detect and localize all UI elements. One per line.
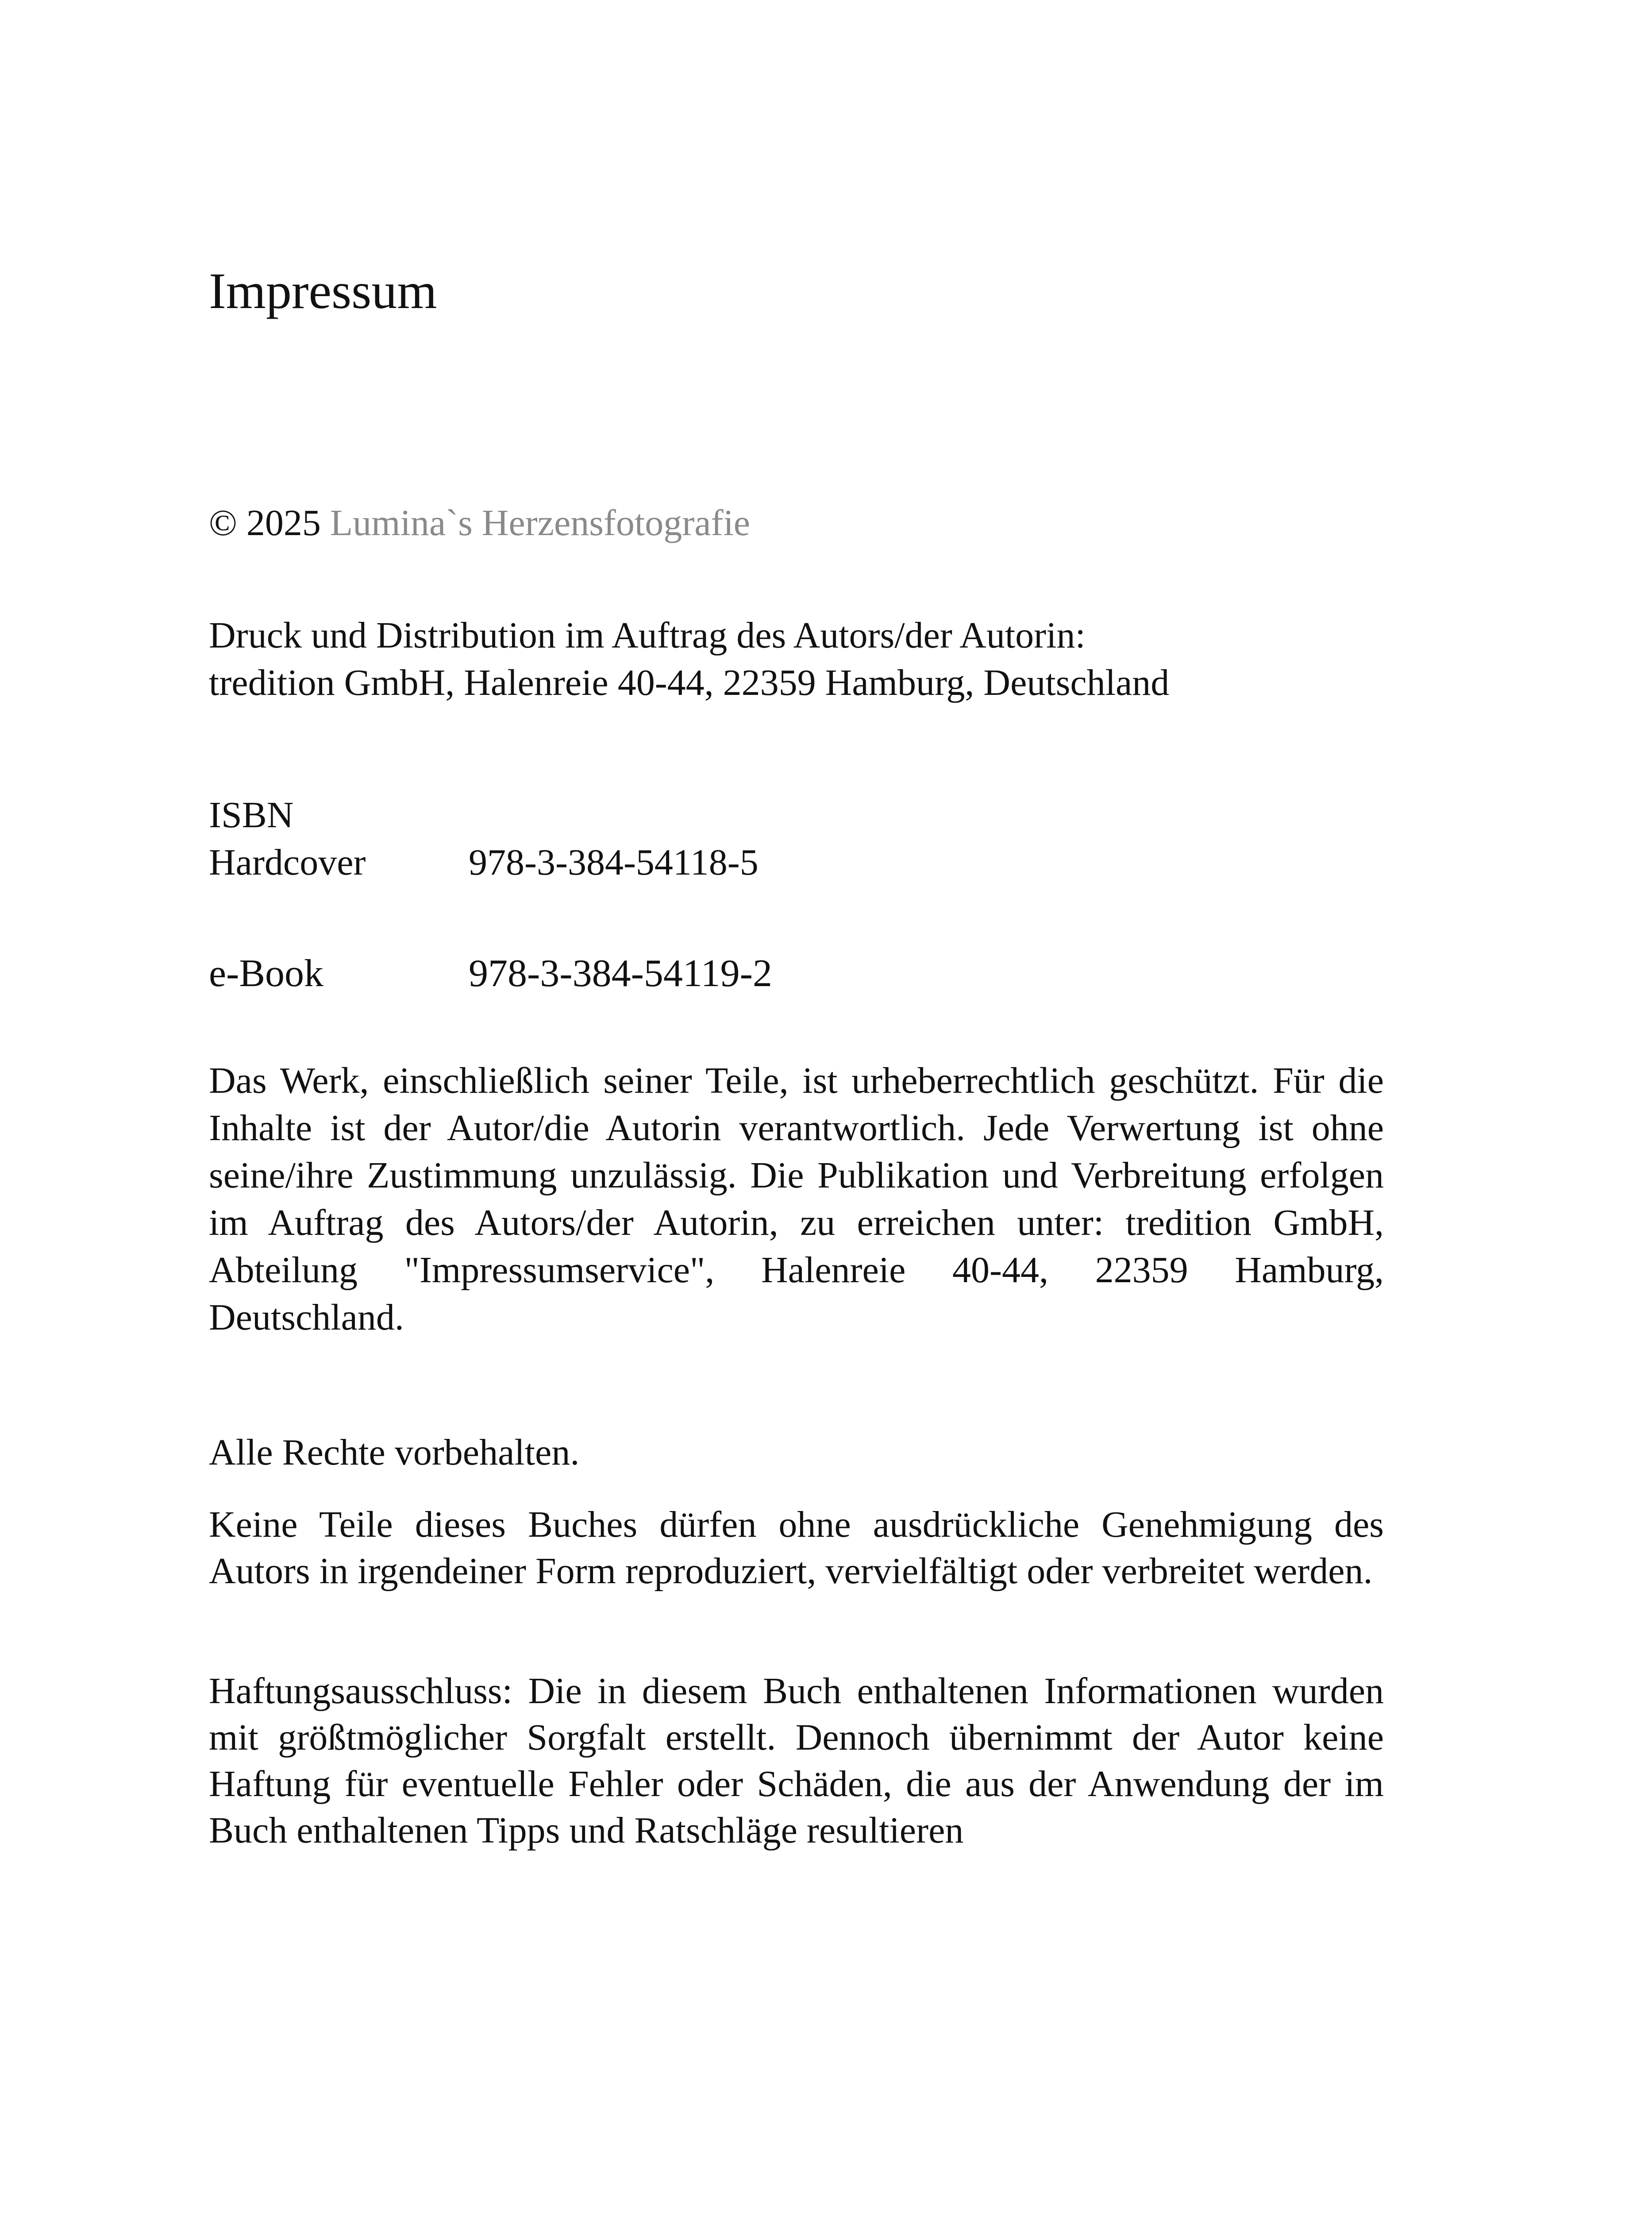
copyright-legal-notice: Das Werk, einschließlich seiner Teile, ist urheberrechtlich geschützt. Für die Inhalte ist der Autor/die Autorin verantwortlich. Jede Verwertung ist ohne seine/ihre Zustimmung unzulässig. Die Publikation und Verbreitung erfolgen im Auftrag des Autors/der Autorin, zu erreichen unter: tredition GmbH, Abteilung "Impressumservice", Halenreie 40-44, 22359 Hamburg, Deutschland. [209,1060,1384,1338]
distribution-info [209,612,1384,706]
isbn-type-hardcover: Hardcover [209,842,366,883]
isbn-section [209,791,1384,886]
isbn-number-hardcover: 978-3-384-54118-5 [469,842,759,883]
copyright-owner: Lumina`s Herzensfotografie [330,502,751,544]
rights-reserved: Alle Rechte vorbehalten. [209,1432,580,1473]
isbn-row-ebook [209,950,772,997]
reproduction-notice: Keine Teile dieses Buches dürfen ohne ausdrückliche Genehmigung des Autors in irgendeiner Form reproduziert, vervielfältigt oder verbreitet werden. [209,1504,1384,1592]
copyright-line [209,499,1384,547]
page-title: Impressum [209,263,437,320]
copyright-prefix: © 2025 [209,502,321,544]
distribution-line-2: tredition GmbH, Halenreie 40-44, 22359 Hamburg, Deutschland [209,662,1170,703]
isbn-number-ebook: 978-3-384-54119-2 [469,952,772,995]
isbn-heading: ISBN [209,794,294,836]
isbn-type-ebook: e-Book [209,952,324,995]
liability-disclaimer: Haftungsausschluss: Die in diesem Buch enthaltenen Informationen wurden mit größtmöglicher Sorgfalt erstellt. Dennoch übernimmt der Autor keine Haftung für eventuelle Fehler oder Schäden, die aus der Anwendung der im Buch enthaltenen Tipps und Ratschläge resultieren [209,1670,1384,1851]
distribution-line-1: Druck und Distribution im Auftrag des Autors/der Autorin: [209,615,1086,656]
isbn-row-hardcover [209,839,1384,886]
